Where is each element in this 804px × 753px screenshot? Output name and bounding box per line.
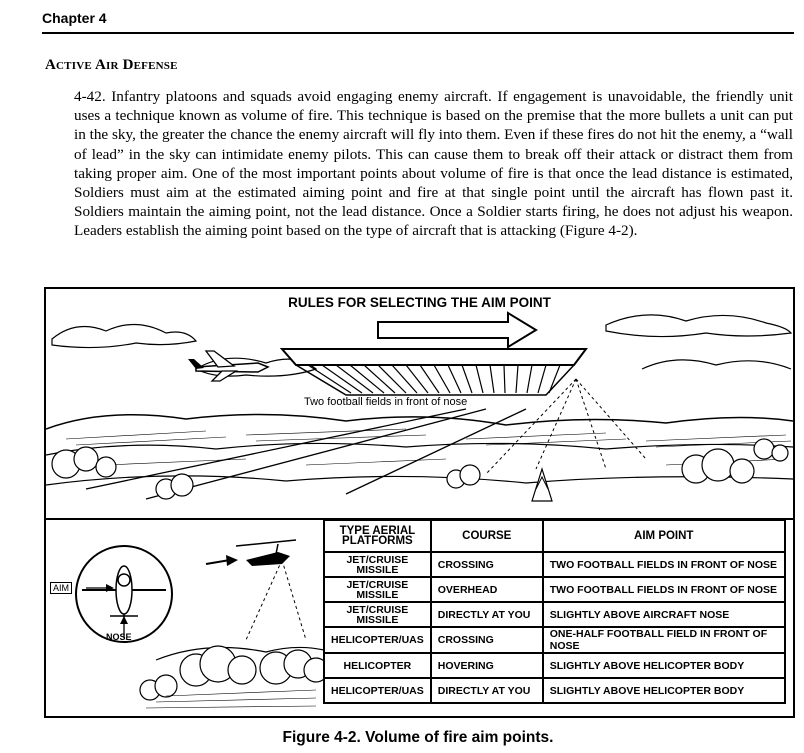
aim-point-cell: SLIGHTLY ABOVE HELICOPTER BODY — [543, 678, 785, 703]
aim-point-section — [46, 518, 793, 718]
figure-title: RULES FOR SELECTING THE AIM POINT — [288, 295, 551, 310]
course-cell: HOVERING — [431, 653, 543, 678]
chapter-header: Chapter 4 — [42, 10, 107, 26]
header-rule — [42, 32, 794, 34]
header-aim-point: AIM POINT — [543, 520, 785, 552]
platform-cell: JET/CRUISE MISSILE — [324, 602, 431, 627]
table-row — [324, 653, 785, 678]
table-header-row — [324, 520, 785, 552]
wall-of-lead — [282, 349, 586, 395]
platform-cell: JET/CRUISE MISSILE — [324, 552, 431, 577]
section-title: Active Air Defense — [45, 57, 178, 73]
course-cell: CROSSING — [431, 552, 543, 577]
aim-point-cell: ONE-HALF FOOTBALL FIELD IN FRONT OF NOSE — [543, 627, 785, 653]
header-course: COURSE — [431, 520, 543, 552]
figure-box — [44, 287, 795, 718]
aim-point-cell: TWO FOOTBALL FIELDS IN FRONT OF NOSE — [543, 577, 785, 602]
helicopter-silhouette — [236, 540, 296, 566]
aim-point-cell: SLIGHTLY ABOVE AIRCRAFT NOSE — [543, 602, 785, 627]
table-row — [324, 552, 785, 577]
table-row — [324, 602, 785, 627]
platform-cell: HELICOPTER/UAS — [324, 678, 431, 703]
course-cell: OVERHEAD — [431, 577, 543, 602]
platform-cell: JET/CRUISE MISSILE — [324, 577, 431, 602]
jet-aircraft — [188, 351, 268, 381]
aim-diagram — [46, 520, 324, 716]
platform-cell: HELICOPTER/UAS — [324, 627, 431, 653]
aim-point-cell: SLIGHTLY ABOVE HELICOPTER BODY — [543, 653, 785, 678]
pine-tree — [532, 469, 552, 501]
aim-label: AIM — [50, 582, 72, 594]
figure-caption: Figure 4-2. Volume of fire aim points. — [282, 729, 554, 746]
nose-label: NOSE — [106, 632, 132, 642]
body-paragraph: 4-42. Infantry platoons and squads avoid engaging enemy aircraft. If engagement is unavoidable, the friendly unit uses a technique known as volume of fire. This technique is based on the premise that the more bullets a unit can put in the sky, the greater the chance the enemy aircraft will fly into them. Even if these fires do not hit the enemy, a “wall of lead” in the sky can intimidate enemy pilots. This can cause them to break off their attack or distract them from taking proper aim. One of the most important points about volume of fire is that once the lead distance is estimated, Soldiers must aim at the estimated aiming point and fire at that single point until the aircraft has flown past it. Soldiers maintain the aiming point, not the lead distance. Once a Soldier starts firing, he does not adjust his weapon. Leaders establish the aiming point based on the type of aircraft that is attacking (Figure 4-2). — [74, 88, 793, 240]
header-platform: TYPE AERIAL PLATFORMS — [324, 520, 431, 552]
table-row — [324, 627, 785, 653]
aim-point-table — [323, 519, 786, 704]
table-row — [324, 678, 785, 703]
direction-arrow — [378, 313, 536, 347]
aim-point-cell: TWO FOOTBALL FIELDS IN FRONT OF NOSE — [543, 552, 785, 577]
course-cell: CROSSING — [431, 627, 543, 653]
table-row — [324, 577, 785, 602]
lead-distance-label: Two football fields in front of nose — [304, 396, 468, 408]
course-cell: DIRECTLY AT YOU — [431, 602, 543, 627]
platform-cell: HELICOPTER — [324, 653, 431, 678]
course-cell: DIRECTLY AT YOU — [431, 678, 543, 703]
